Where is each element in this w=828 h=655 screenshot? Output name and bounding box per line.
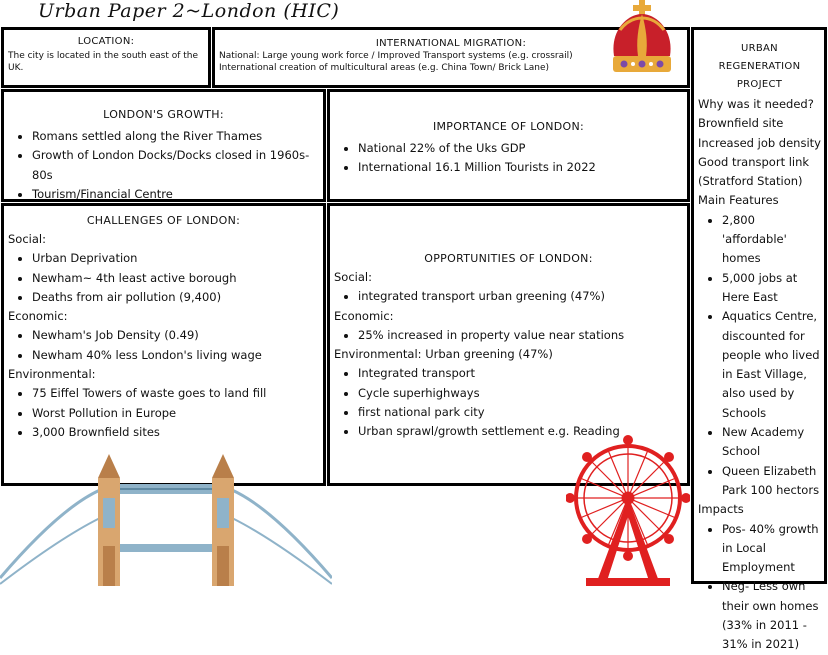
list-item: • 3,000 Brownfield sites [32, 423, 319, 442]
location-box [1, 27, 211, 88]
list-item: • Queen Elizabeth Park 100 hectors [722, 462, 821, 501]
list-item: • Neg- Less own their own homes (33% in 2011 - 31% in 2021) [722, 577, 821, 654]
growth-heading: LONDON'S GROWTH: [103, 108, 224, 121]
list-item: • Newham 40% less London's living wage [32, 346, 319, 365]
list-item: • Worst Pollution in Europe [32, 404, 319, 423]
list-item: • International 16.1 Million Tourists in 2022 [358, 158, 683, 177]
challenges-economic-label: Economic: [8, 309, 68, 324]
list-item: • Romans settled along the River Thames [32, 127, 319, 146]
regeneration-why-item: Brownfield site [698, 116, 784, 131]
list-item: • Urban Deprivation [32, 249, 319, 268]
growth-list [8, 127, 319, 204]
list-item: • 2,800 'affordable' homes [722, 211, 821, 269]
opportunities-economic-label: Economic: [334, 308, 394, 323]
growth-box [1, 89, 326, 202]
challenges-social-label: Social: [8, 232, 46, 246]
regeneration-heading: URBAN REGENERATION PROJECT [718, 43, 801, 90]
list-item: • integrated transport urban greening (47%) [358, 287, 683, 306]
importance-box [327, 89, 690, 202]
regeneration-why-item: Good transport link (Stratford Station) [698, 154, 810, 189]
location-text: The city is located in the south east of the UK. [8, 51, 199, 73]
migration-heading: INTERNATIONAL MIGRATION: [375, 38, 527, 49]
challenges-social-list [8, 249, 319, 307]
list-item: • 5,000 jobs at Here East [722, 269, 821, 308]
migration-line-1: National: Large young work force / Improved Transport systems (e.g. crossrail) [219, 51, 573, 61]
regeneration-why-item: Increased job density [698, 135, 821, 150]
challenges-heading: CHALLENGES OF LONDON: [86, 214, 241, 227]
challenges-economic-list [8, 326, 319, 365]
crown-icon [608, 0, 676, 78]
regeneration-impacts-list [698, 520, 821, 655]
tower-bridge-icon [0, 448, 332, 586]
list-item: • Pos- 40% growth in Local Employment [722, 520, 821, 578]
challenges-environmental-label: Environmental: [8, 367, 96, 382]
opportunities-economic-list [334, 326, 683, 345]
challenges-box [1, 203, 326, 486]
list-item: • Integrated transport [358, 364, 683, 383]
list-item: • Urban sprawl/growth settlement e.g. Reading [358, 422, 683, 441]
list-item: • Cycle superhighways [358, 384, 683, 403]
migration-line-2: International creation of multicultural areas (e.g. China Town/ Brick Lane) [219, 63, 550, 73]
importance-heading: IMPORTANCE OF LONDON: [432, 120, 585, 133]
regeneration-features-list [698, 211, 821, 500]
location-heading: LOCATION: [77, 36, 135, 47]
list-item: • 25% increased in property value near stations [358, 326, 683, 345]
list-item: • first national park city [358, 403, 683, 422]
page-title: Urban Paper 2~London (HIC) [38, 0, 340, 22]
list-item: • 75 Eiffel Towers of waste goes to land fill [32, 384, 319, 403]
regeneration-why-label: Why was it needed? [698, 97, 814, 111]
list-item: • National 22% of the Uks GDP [358, 139, 683, 158]
regeneration-features-label: Main Features [698, 193, 779, 208]
challenges-environmental-list [8, 384, 319, 442]
list-item: • New Academy School [722, 423, 821, 462]
list-item: • Newham~ 4th least active borough [32, 269, 319, 288]
regeneration-box [691, 27, 827, 652]
list-item: • Deaths from air pollution (9,400) [32, 288, 319, 307]
list-item: • Aquatics Centre, discounted for people who lived in East Village, also used by Schools [722, 307, 821, 423]
list-item: • Newham's Job Density (0.49) [32, 326, 319, 345]
list-item: • Growth of London Docks/Docks closed in 1960s-80s [32, 146, 319, 185]
opportunities-social-label: Social: [334, 270, 372, 284]
opportunities-heading: OPPORTUNITIES OF LONDON: [424, 252, 593, 265]
opportunities-social-list [334, 287, 683, 306]
opportunities-environmental-label: Environmental: Urban greening (47%) [334, 347, 553, 362]
importance-list [334, 139, 683, 178]
london-eye-icon [566, 426, 690, 586]
list-item: • Tourism/Financial Centre [32, 185, 319, 204]
regeneration-impacts-label: Impacts [698, 502, 744, 517]
